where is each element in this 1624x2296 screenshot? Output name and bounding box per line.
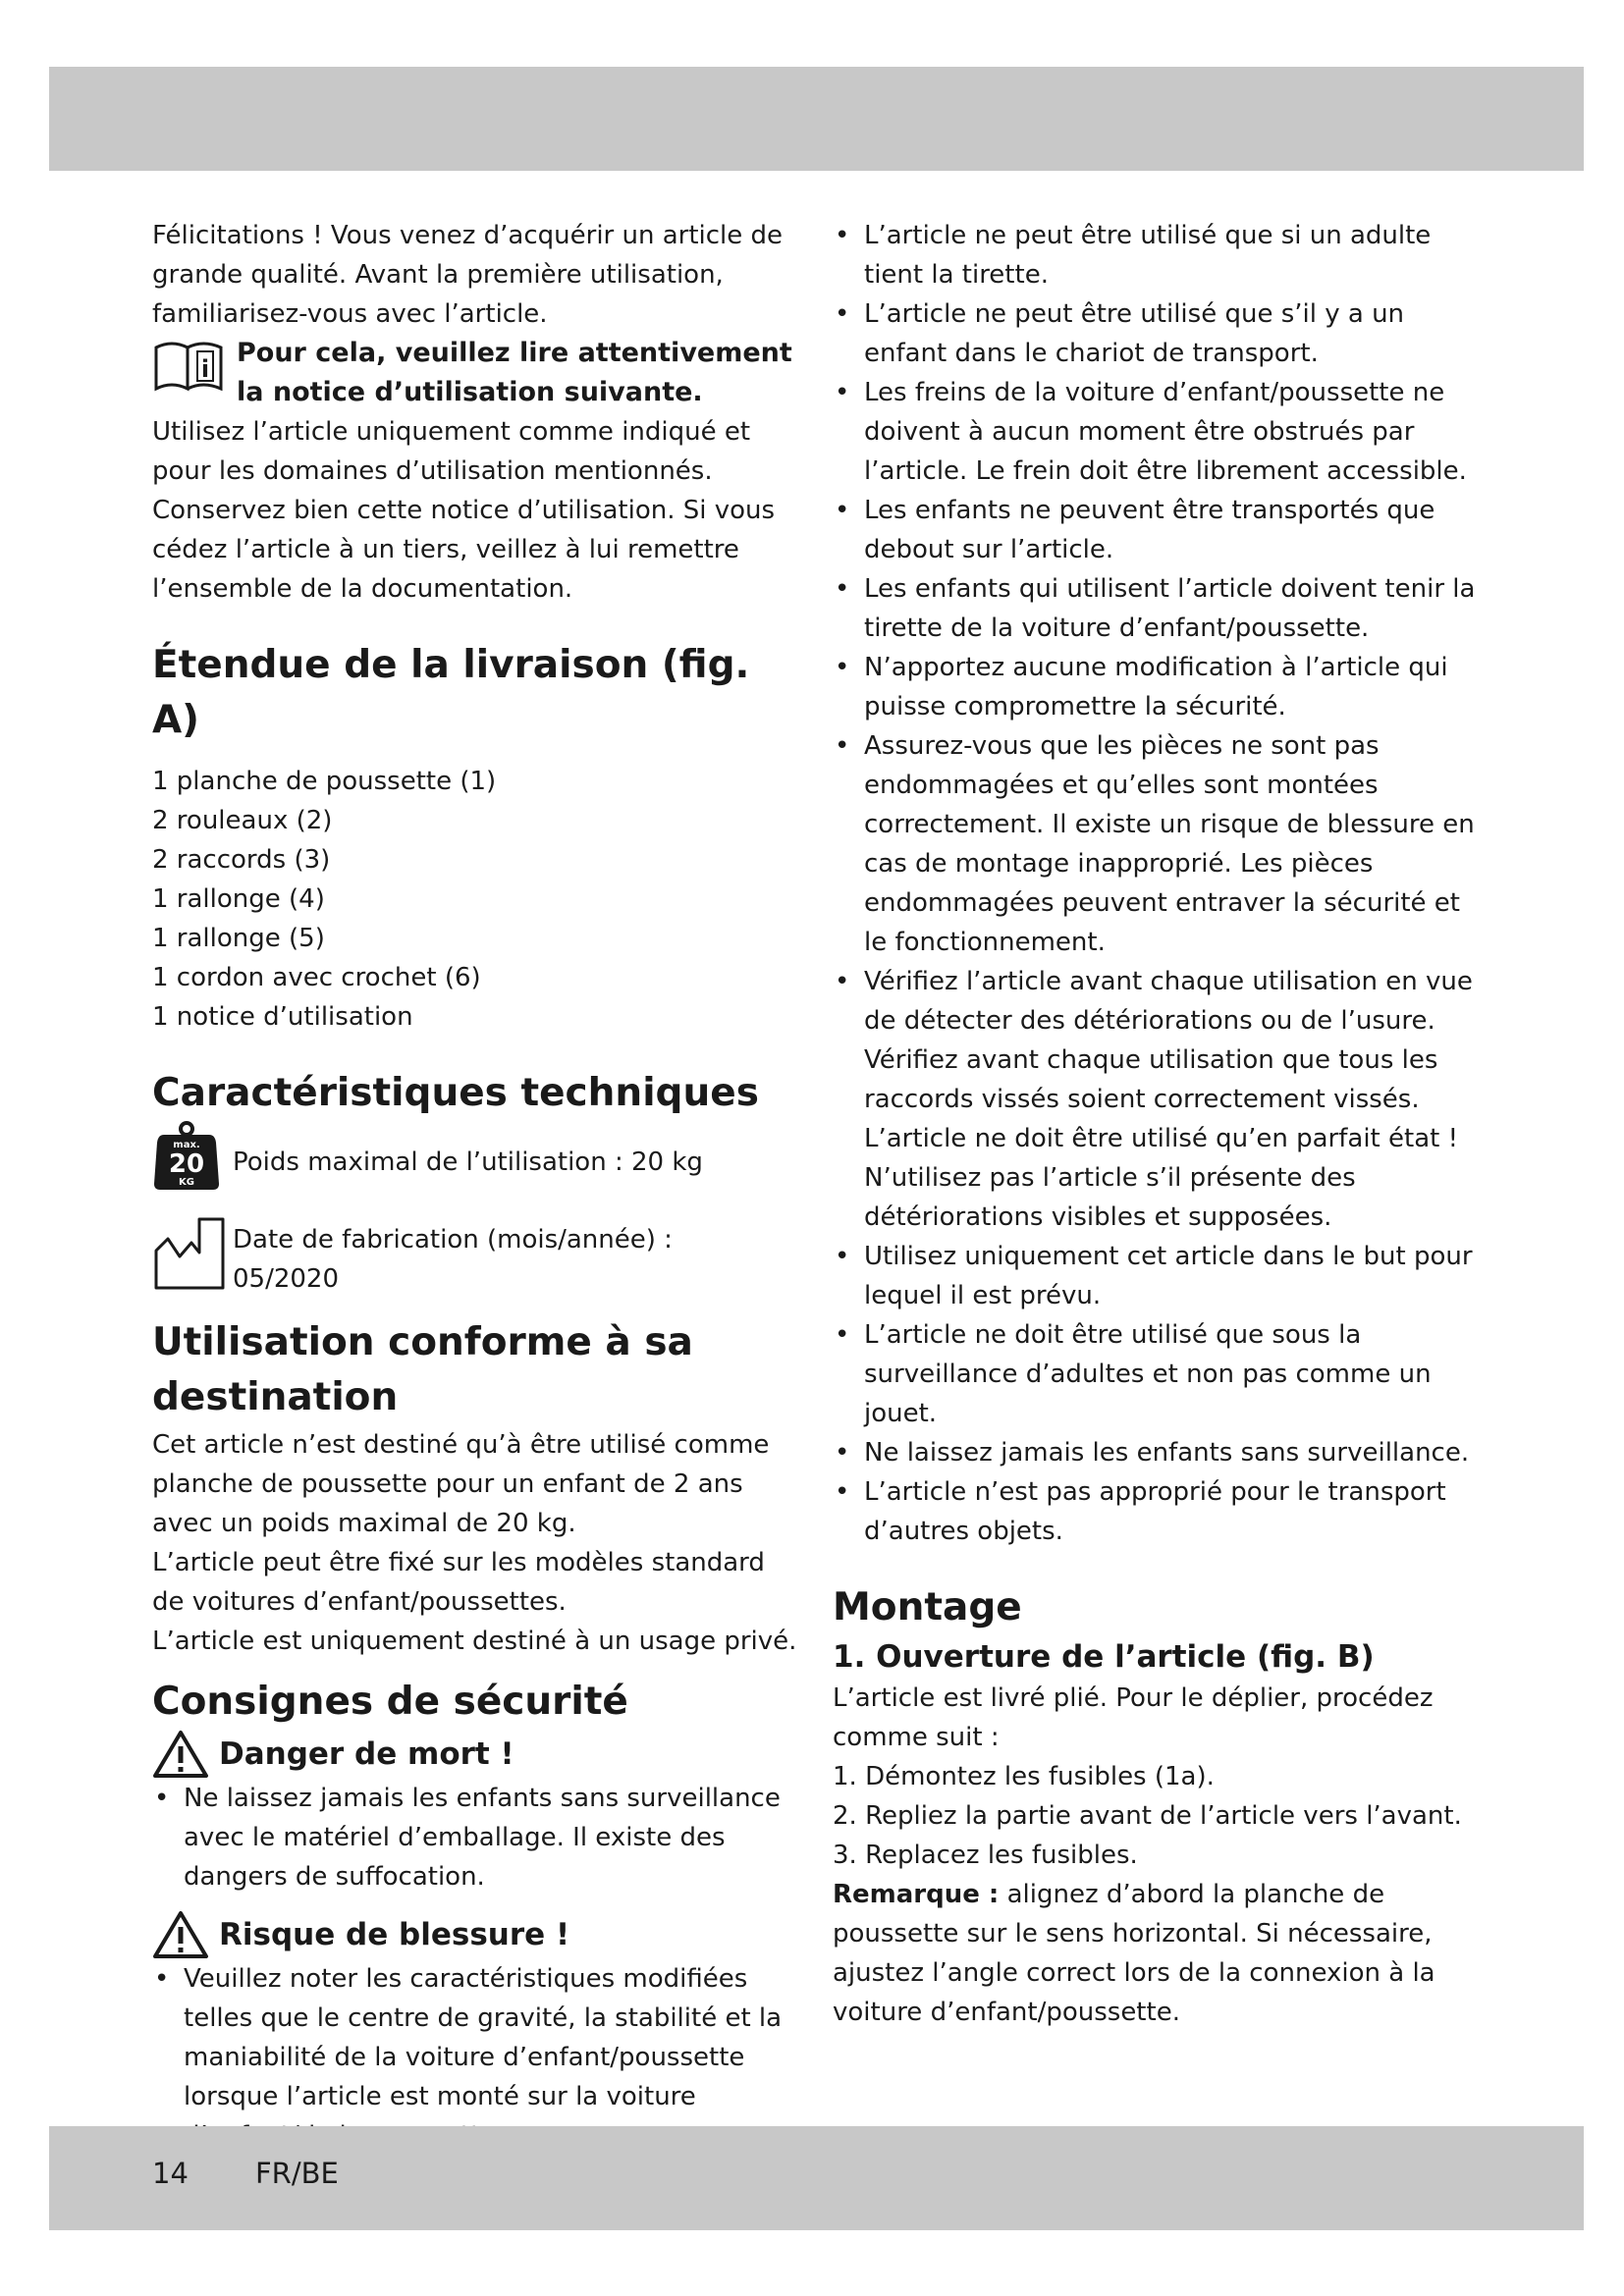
svg-text:i: i [200, 355, 210, 383]
assembly-step: 2. Repliez la partie avant de l’article vers l’avant. [833, 1801, 1462, 1831]
list-item: • Utilisez uniquement cet article dans le but pour lequel il est prévu. [833, 1237, 1486, 1315]
assembly-subheading: 1. Ouverture de l’article (fig. B) [833, 1639, 1375, 1675]
list-item: • L’article n’est pas approprié pour le transport d’autres objets. [833, 1472, 1486, 1551]
svg-text:max.: max. [173, 1140, 200, 1150]
safety-heading: Consignes de sécurité [152, 1680, 628, 1724]
manufacture-date-label: Date de fabrication (mois/année) : [233, 1225, 673, 1255]
spec-weight [152, 1121, 800, 1203]
list-item: • L’article ne peut être utilisé que si un adulte tient la tirette. [833, 216, 1486, 294]
note-text: alignez d’abord la planche de poussette sur le sens horizontal. Si nécessaire, ajustez l’angle correct lors de la connexion à la voiture d’enfant/poussette. [833, 1880, 1435, 2027]
delivery-list [152, 762, 800, 1037]
delivery-heading: Étendue de la livraison (fig. A) [152, 643, 750, 742]
intended-use-p1: Cet article n’est destiné qu’à être utilisé comme planche de poussette pour un enfant de 2 ans avec un poids maximal de 20 kg. [152, 1430, 770, 1538]
danger-warning [152, 1730, 800, 1779]
manufacture-date-value: 05/2020 [233, 1264, 340, 1294]
left-column [152, 216, 800, 2156]
assembly-heading: Montage [833, 1585, 1022, 1629]
danger-title: Danger de mort ! [219, 1736, 514, 1772]
language-code: FR/BE [255, 2157, 339, 2190]
intro-paragraph: Félicitations ! Vous venez d’acquérir un article de grande qualité. Avant la première utilisation, familiarisez-vous avec l’article. [152, 221, 784, 329]
svg-text:KG: KG [179, 1177, 194, 1188]
list-item: 1 rallonge (4) [152, 884, 325, 914]
specs-heading: Caractéristiques techniques [152, 1071, 759, 1115]
list-item: 1 notice d’utilisation [152, 1002, 413, 1032]
max-weight-text: Poids maximal de l’utilisation : 20 kg [233, 1148, 703, 1177]
injury-title: Risque de blessure ! [219, 1917, 570, 1952]
assembly-step: 3. Replacez les fusibles. [833, 1841, 1138, 1870]
list-item: 1 rallonge (5) [152, 924, 325, 953]
list-item: • N’apportez aucune modification à l’article qui puisse compromettre la sécurité. [833, 648, 1486, 726]
read-notice [152, 334, 800, 412]
assembly-intro: L’article est livré plié. Pour le déplier, procédez comme suit : [833, 1683, 1434, 1752]
danger-list [152, 1779, 800, 1896]
list-item: 1 planche de poussette (1) [152, 767, 497, 796]
manufacture-date-icon [152, 1217, 233, 1302]
list-item: • Les enfants ne peuvent être transportés que debout sur l’article. [833, 491, 1486, 569]
list-item: • Les enfants qui utilisent l’article doivent tenir la tirette de la voiture d’enfant/poussette. [833, 569, 1486, 648]
safety-list [833, 216, 1486, 1551]
note-label: Remarque : [833, 1880, 1000, 1909]
intro-paragraph-2: Utilisez l’article uniquement comme indiqué et pour les domaines d’utilisation mentionnés. Conservez bien cette notice d’utilisation. Si vous cédez l’article à un tiers, veillez à lui remettre l’ensemble de la documentation. [152, 417, 776, 604]
read-notice-text: Pour cela, veuillez lire attentivement la notice d’utilisation suivante. [237, 338, 792, 407]
warning-triangle-icon [152, 1910, 209, 1959]
svg-text:20: 20 [168, 1149, 205, 1179]
list-item: • Les freins de la voiture d’enfant/poussette ne doivent à aucun moment être obstrués par l’article. Le frein doit être librement accessible. [833, 373, 1486, 491]
right-column [833, 216, 1486, 2032]
intended-use-heading: Utilisation conforme à sa destination [152, 1320, 693, 1419]
list-item: 2 rouleaux (2) [152, 806, 333, 835]
list-item: • Ne laissez jamais les enfants sans surveillance avec le matériel d’emballage. Il existe des dangers de suffocation. [152, 1779, 800, 1896]
spec-date [152, 1217, 800, 1302]
list-item: • Assurez-vous que les pièces ne sont pas endommagées et qu’elles sont montées correctement. Il existe un risque de blessure en cas de montage inapproprié. Les pièces endommagées peuvent entraver la sécurité et le fonctionnement. [833, 726, 1486, 962]
page-number: 14 [152, 2157, 189, 2190]
intended-use-p3: L’article est uniquement destiné à un usage privé. [152, 1627, 797, 1656]
list-item: • Vérifiez l’article avant chaque utilisation en vue de détecter des détériorations ou de l’usure. Vérifiez avant chaque utilisation que tous les raccords vissés soient correctement vissés. L’article ne doit être utilisé qu’en parfait état ! N’utilisez pas l’article s’il présente des détériorations visibles et supposées. [833, 962, 1486, 1237]
list-item: • L’article ne doit être utilisé que sous la surveillance d’adultes et non pas comme un jouet. [833, 1315, 1486, 1433]
list-item: 1 cordon avec crochet (6) [152, 963, 481, 992]
injury-warning [152, 1910, 800, 1959]
list-item: • Veuillez noter les caractéristiques modifiées telles que le centre de gravité, la stabilité et la maniabilité de la voiture d’enfant/poussette lorsque l’article est monté sur la voiture [152, 1959, 800, 2156]
read-manual-icon [152, 334, 237, 406]
list-item: • L’article ne peut être utilisé que s’il y a un enfant dans le chariot de transport. [833, 294, 1486, 373]
assembly-step: 1. Démontez les fusibles (1a). [833, 1762, 1215, 1791]
list-item: • Ne laissez jamais les enfants sans surveillance. [833, 1433, 1486, 1472]
warning-triangle-icon [152, 1730, 209, 1779]
list-item: 2 raccords (3) [152, 845, 331, 875]
assembly-note [833, 1875, 1486, 2032]
intended-use-p2: L’article peut être fixé sur les modèles standard de voitures d’enfant/poussettes. [152, 1548, 765, 1617]
header-bar [49, 67, 1584, 171]
max-weight-icon [152, 1121, 233, 1203]
